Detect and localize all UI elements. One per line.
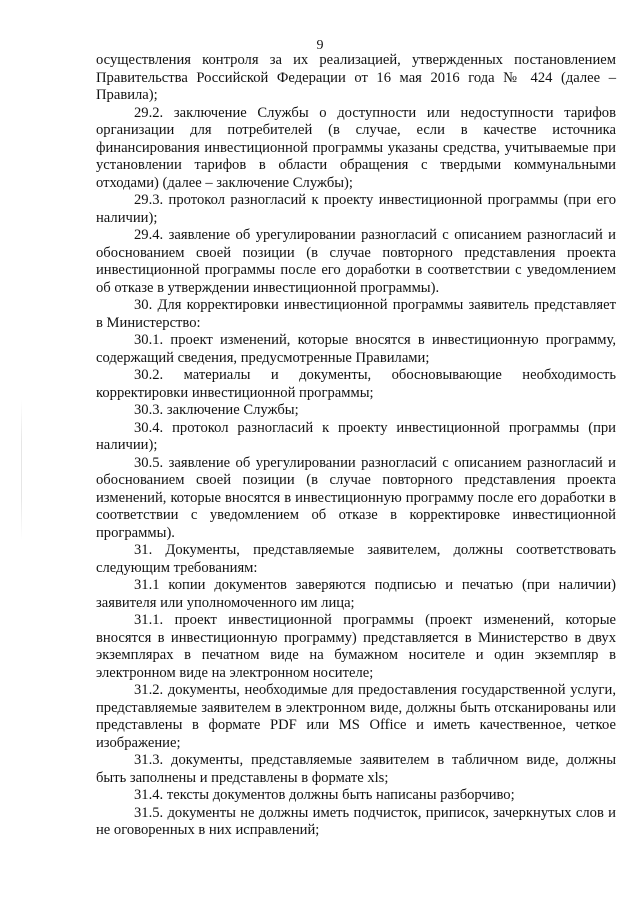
paragraph: 31. Документы, представляемые заявителем, должны соответствовать следующим требованиям: [96, 542, 616, 576]
paragraph: 29.3. протокол разногласий к проекту инвестиционной программы (при его наличии); [96, 192, 616, 226]
paragraph: 31.5. документы не должны иметь подчисток, приписок, зачеркнутых слов и не оговоренных в них исправлений; [96, 804, 616, 838]
paragraph: 30.1. проект изменений, которые вносятся в инвестиционную программу, содержащий сведения, предусмотренные Правилами; [96, 332, 616, 366]
scan-artifact-line [21, 400, 22, 540]
paragraph: 31.4. тексты документов должны быть написаны разборчиво; [134, 787, 515, 803]
paragraph: 30.4. протокол разногласий к проекту инвестиционной программы (при наличии); [96, 419, 616, 453]
page-number: 9 [316, 38, 324, 53]
paragraph: 31.1 копии документов заверяются подписью и печатью (при наличии) заявителя или уполномоченного им лица; [96, 577, 616, 611]
paragraph: 31.2. документы, необходимые для предоставления государственной услуги, представляемые заявителем в электронном виде, должны быть отсканированы или представлены в формате PDF или MS Office и иметь качественное, четкое изображение; [96, 682, 616, 751]
paragraph: 30.2. материалы и документы, обосновывающие необходимость корректировки инвестиционной программы; [96, 367, 616, 401]
document-body [96, 52, 616, 840]
paragraph: 31.1. проект инвестиционной программы (проект изменений, которые вносятся в инвестиционную программу) представляется в Министерство в двух экземплярах в печатном виде на бумажном носителе и один экземпляр в электронном виде на электронном носителе; [96, 612, 616, 681]
paragraph: 29.4. заявление об урегулировании разногласий с описанием разногласий и обоснованием своей позиции (в случае повторного представления проекта инвестиционной программы после его доработки в соответствии с уведомлением об отказе в утверждении инвестиционной программы). [96, 227, 616, 296]
paragraph: 30.3. заключение Службы; [134, 402, 299, 418]
paragraph: 29.2. заключение Службы о доступности или недоступности тарифов организации для потребителей (в случае, если в качестве источника финансирования инвестиционной программы указаны средства, учитываемые при установлении тарифов в области обращения с твердыми коммунальными отходами) (далее – заключение Службы); [96, 104, 616, 191]
paragraph: 30. Для корректировки инвестиционной программы заявитель представляет в Министерство: [96, 297, 616, 331]
paragraph: 30.5. заявление об урегулировании разногласий с описанием разногласий и обоснованием своей позиции (в случае повторного представления проекта изменений, которые вносятся в инвестиционную программу после его доработки в соответствии с уведомлением об отказе в корректировке инвестиционной программы). [96, 454, 616, 541]
paragraph: осуществления контроля за их реализацией, утвержденных постановлением Правительства Российской Федерации от 16 мая 2016 года № 424 (далее – Правила); [96, 52, 616, 103]
paragraph: 31.3. документы, представляемые заявителем в табличном виде, должны быть заполнены и представлены в формате xls; [96, 752, 616, 786]
